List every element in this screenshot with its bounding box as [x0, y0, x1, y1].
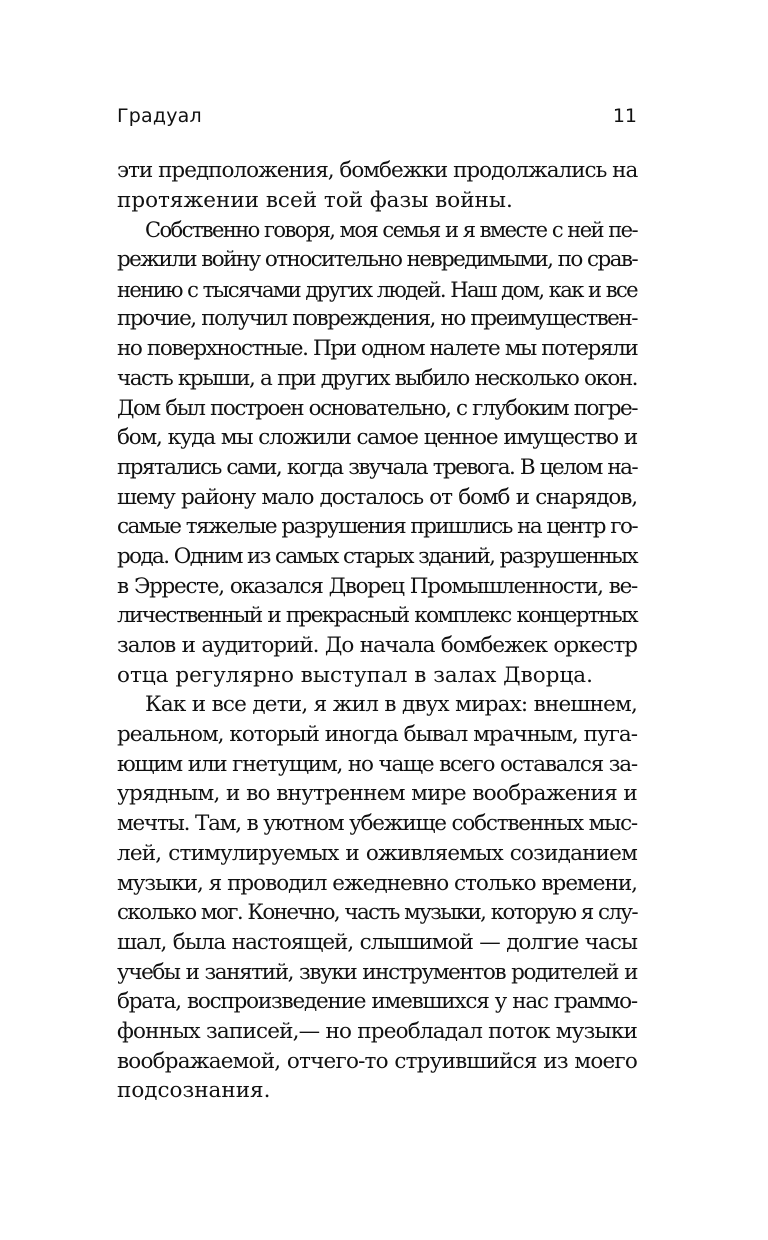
text-line: брата, воспроизведение имевшихся у нас граммо-	[117, 989, 637, 1015]
body-text	[117, 156, 637, 1106]
running-title: Градуал	[117, 105, 202, 127]
text-line: учебы и занятий, звуки инструментов родителей и	[117, 959, 637, 985]
text-line: рода. Одним из самых старых зданий, разрушенных	[117, 543, 637, 569]
text-line: самые тяжелые разрушения пришлись на центр го-	[117, 514, 637, 540]
text-line: сколько мог. Конечно, часть музыки, которую я слу-	[117, 900, 637, 926]
text-line: эти предположения, бомбежки продолжались на	[117, 158, 638, 183]
text-line: нению с тысячами других людей. Наш дом, как и все	[117, 276, 637, 302]
text-line: воображаемой, отчего-то струившийся из моего	[117, 1048, 637, 1074]
text-line: Дом был построен основательно, с глубоким погре-	[117, 395, 637, 421]
text-line: личественный и прекрасный комплекс концертных	[117, 603, 637, 629]
text-line: в Эрресте, оказался Дворец Промышленности, ве-	[117, 573, 637, 599]
text-line: режили войну относительно невредимыми, по срав-	[117, 247, 637, 273]
text-line: Собственно говоря, моя семья и я вместе с ней пе-	[145, 217, 637, 243]
text-line: урядным, и во внутреннем мире воображения и	[117, 781, 637, 807]
text-line: протяжении всей той фазы войны.	[117, 187, 513, 213]
text-line: прочие, получил повреждения, но преимуществен-	[117, 306, 637, 332]
text-line: бом, куда мы сложили самое ценное имущество и	[117, 425, 637, 451]
text-line: Как и все дети, я жил в двух мирах: внешнем,	[145, 692, 637, 718]
text-line: залов и аудиторий. До начала бомбежек оркестр	[117, 633, 637, 658]
text-line: ющим или гнетущим, но чаще всего оставался за-	[117, 751, 637, 777]
text-line: подсознания.	[117, 1078, 271, 1104]
text-line: шему району мало досталось от бомб и снарядов,	[117, 484, 637, 510]
text-line: музыки, я проводил ежедневно столько времени,	[117, 870, 637, 896]
text-line: отца регулярно выступал в залах Дворца.	[117, 662, 593, 688]
running-header	[117, 101, 637, 131]
text-line: фонных записей,— но преобладал поток музыки	[117, 1018, 637, 1044]
text-line: шал, была настоящей, слышимой — долгие часы	[117, 929, 637, 955]
page-number: 11	[612, 105, 637, 127]
text-line: часть крыши, а при других выбило несколько окон.	[117, 365, 637, 391]
text-line: прятались сами, когда звучала тревога. В целом на-	[117, 454, 637, 480]
text-line: лей, стимулируемых и оживляемых созиданием	[117, 840, 637, 866]
text-line: но поверхностные. При одном налете мы потеряли	[117, 336, 638, 362]
text-line: мечты. Там, в уютном убежище собственных мыс-	[117, 811, 637, 837]
text-line: реальном, который иногда бывал мрачным, пуга-	[117, 722, 637, 748]
